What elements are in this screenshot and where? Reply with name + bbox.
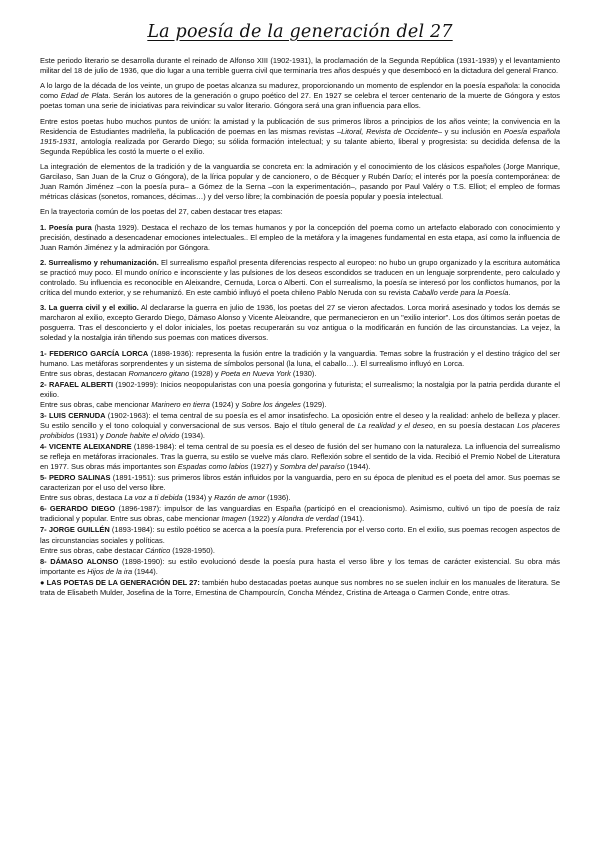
intro-paragraph-2: A lo largo de la década de los veinte, un grupo de poetas alcanza su madurez, proporcionando un momento de esplendor en la poesía española: la conocida como Edad de Plata. Serán los autores de la generación o grupo poético del 27. En 1927 se celebra el tercer centenario de la muerte de Góngora y estos poetas toman una serie de iniciativas para reivindicar su valor literario. Góngora será una gran influencia para ellos. — [40, 81, 560, 111]
stage-2: 2. Surrealismo y rehumanización. El surrealismo español presenta diferencias respecto al europeo: no hubo un grupo organizado y la escritura automática se practicó muy poco. El mundo onírico e inconsciente y las pulsiones de los deseos escondidos se traducen en un lenguaje sorprendente, pero calculado y controlado. Su influencia es reconocible en Aleixandre, Cernuda, Lorca o Alberti. Con el surrealismo, la poesía se interesó por los conflictos humanos, por la crítica del mundo exterior, y se rehumanizó. En este cambió influyó el poeta chileno Pablo Neruda con su revista Caballo verde para la Poesía. — [40, 257, 560, 298]
document-title: La poesía de la generación del 27 — [147, 22, 453, 42]
works-lorca: Entre sus obras, destacan Romancero gitano (1928) y Poeta en Nueva York (1930). — [40, 368, 317, 378]
author-alberti: 2- RAFAEL ALBERTI (1902-1999): Inicios neopopularistas con una poesía gongorina y futurista; el surrealismo; la nostalgia por la patria perdida durante el exilio. — [40, 379, 560, 399]
author-guillen: 7- JORGE GUILLÉN (1893-1984): su estilo poético se acerca a la poesía pura. Preferencia por el verso corto. En el exilio, sus poemas recogen aspectos de las circunstancias sociales y políticas. — [40, 525, 560, 545]
women-poets-paragraph: ● LAS POETAS DE LA GENERACIÓN DEL 27: también hubo destacadas poetas aunque sus nombres no se suelen incluir en los manuales de literatura. Se trata de Elisabeth Mulder, Josefina de la Torre, Ernestina de Champourcín, Concha Méndez, Cristina de Arteaga o Carmen Conde, entre otras. — [40, 577, 560, 597]
stage-3: 3. La guerra civil y el exilio. Al declararse la guerra en julio de 1936, los poetas del 27 se vieron afectados. Lorca morirá asesinado y todos los demás se marcharon al exilio, excepto Gerardo Diego, Dámaso Alonso y Vicente Aleixandre, que permanecieron en un "exilio interior". Los dos últimos serán poetas de posguerra. Tras el desconcierto y el dolor iniciales, los poetas recuperarán su voz antigua o la modificarán en función de las circunstancias. La vejez, la soledad y la nostalgia irán tiñendo sus poemas con matices diversos. — [40, 303, 560, 343]
integration-paragraph: La integración de elementos de la tradición y de la vanguardia se concreta en: la admiración y el conocimiento de los clásicos españoles (Jorge Manrique, Garcilaso, San Juan de la Cruz o Góngora), de la lírica popular y de cancionero, o de Bécquer y Rubén Darío; el interés por la poesía contemporánea: de Juan Ramón Jiménez –con la poesía pura– a Gómez de la Serna –con la experimentación–, pasando por Paul Valéry o T.S. Elliot; el empleo de formas métricas clásicas (sonetos, romances, décimas…) y del verso libre; la combinación de poesía popular y poesía intelectual. — [40, 161, 560, 202]
union-paragraph: Entre estos poetas hubo muchos puntos de unión: la amistad y la publicación de sus primeros libros a principios de los años veinte; la convivencia en la Residencia de Estudiantes madrileña, la publicación de poemas en las mismas revistas –Litoral, Revista de Occidente– y su inclusión en Poesía española 1915-1931, antología realizada por Gerardo Diego; su sólida formación intelectual; y su talante abierto, liberal y progresista: su decidida defensa de la Segunda República les costó la muerte o el exilio. — [40, 116, 560, 156]
intro-paragraph-1: Este periodo literario se desarrolla durante el reinado de Alfonso XIII (1902-1931), la proclamación de la Segunda República (1931-1939) y el levantamiento militar del 18 de julio de 1936, que dio lugar a una terrible guerra civil que terminaría tres años después y que desembocó en la dictadura del general Franco. — [40, 56, 560, 76]
works-alberti: Entre sus obras, cabe mencionar Marinero en tierra (1924) y Sobre los ángeles (1929). — [40, 399, 327, 409]
author-cernuda: 3- LUIS CERNUDA (1902-1963): el tema central de su poesía es el amor insatisfecho. La oposición entre el deseo y la realidad: anhelo de belleza y placer. Su estilo sencillo y el tono coloquial y conversacional de sus versos. Bajo el título general de La realidad y el deseo, en su poesía destacan Los placeres prohibidos (1931) y Donde habite el olvido (1934). — [40, 410, 561, 441]
works-salinas: Entre sus obras, destaca La voz a ti debida (1934) y Razón de amor (1936). — [40, 493, 291, 503]
author-lorca: 1- FEDERICO GARCÍA LORCA (1898-1936): representa la fusión entre la tradición y la vanguardia. Temas sobre la frustración y el destino trágico del ser humano. Las metáforas sorprendentes y un sistema de símbolos personal (la luna, el caballo…). El surrealismo influyó en Lorca. — [40, 348, 560, 368]
author-salinas: 5- PEDRO SALINAS (1891-1951): sus primeros libros están influidos por la vanguardia, pero en su época de plenitud es el poeta del amor. Sus poemas se caracterizan por el uso del verso libre. — [40, 473, 561, 493]
author-alonso: 8- DÁMASO ALONSO (1898-1990): su estilo evolucionó desde la poesía pura hasta el verso libre y los temas de carácter existencial. Su obra más importante es Hijos de la ira (1944). — [40, 556, 561, 576]
author-aleixandre: 4- VICENTE ALEIXANDRE (1898-1984): el tema central de su poesía es el deseo de fusión del ser humano con la naturaleza. La influencia del surrealismo se refleja en metáforas irracionales. Tras la guerra, su estilo se vuelve más claro. Reflexión sobre el sentido de la vida. Recibió el Premio Nobel de Literatura en 1977. Sus obras más importantes son Espadas como labios (1927) y Sombra del paraíso (1944). — [40, 442, 560, 472]
author-diego: 6- GERARDO DIEGO (1896-1987): impulsor de las vanguardias en España (participó en el creacionismo). Asimismo, cultivó un tipo de poesía de raíz tradicional y popular. Entre sus obras, cabe mencionar Imagen (1922) y Alondra de verdad (1941). — [40, 504, 560, 524]
stage-1: 1. Poesía pura (hasta 1929). Destaca el rechazo de los temas humanos y por la concepción del poema como un artefacto elaborado con conocimiento y precisión, destinado a desencadenar emociones intelectuales.. El empleo de la metáfora y la imagenes fundamental en esta etapa, así como la influencia de Juan Ramón Jiménez y la admiración por Góngora. — [40, 222, 560, 252]
stages-intro: En la trayectoria común de los poetas del 27, caben destacar tres etapas: — [40, 207, 283, 217]
works-guillen: Entre sus obras, cabe destacar Cántico (1928-1950). — [40, 545, 215, 555]
